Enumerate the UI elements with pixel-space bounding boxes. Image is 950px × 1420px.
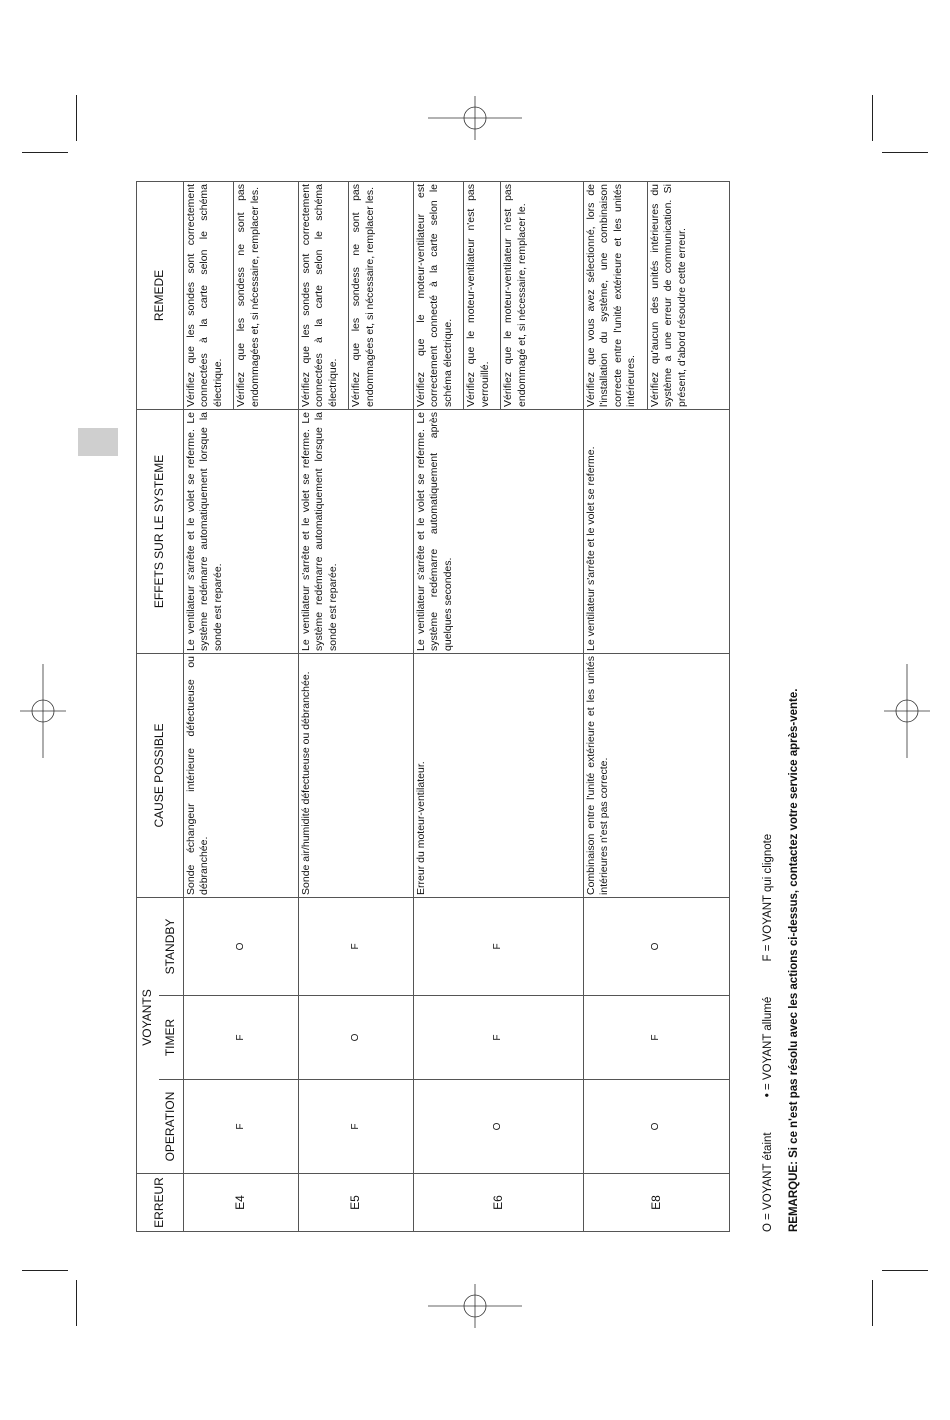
operation-led: O (584, 1080, 730, 1174)
error-code: E5 (299, 1174, 414, 1232)
remede-cell (184, 181, 299, 409)
legend-on (762, 997, 774, 1097)
remede-item: Vérifiez que vous avez sélectionné, lors de l'installation du système, une combinaison correcte entre l'unité extérieure et les unités intérieures. (585, 183, 638, 407)
crop-mark (872, 1280, 873, 1326)
cause-cell: Sonde échangeur intérieure défectueuse ou débranchée. (184, 653, 299, 897)
effets-cell: Le ventilateur s'arrête et le volet se referme. (584, 409, 730, 653)
standby-led: F (414, 897, 584, 995)
standby-led: O (184, 897, 299, 995)
remede-cell (299, 181, 414, 409)
voyants-label: VOYANTS (140, 989, 155, 1046)
table-row (184, 181, 299, 1231)
effets-cell: Le ventilateur s'arrête et le volet se referme. Le système redémarre automatiquement lorsque la sonde est reparée. (184, 409, 299, 653)
crop-mark (882, 152, 928, 153)
registration-mark-right (884, 664, 930, 758)
error-code: E4 (184, 1174, 299, 1232)
remede-cell (414, 181, 584, 409)
remede-item: Vérifiez que le moteur-ventilateur n'est pas endommagé et, si nécessaire, remplacer le. (502, 183, 528, 407)
rotated-page (136, 182, 800, 1232)
section-tab (78, 428, 118, 456)
standby-led: O (584, 897, 730, 995)
crop-mark (872, 95, 873, 141)
registration-mark-bottom (428, 1284, 522, 1328)
header-erreur: ERREUR (137, 1174, 184, 1232)
timer-led: F (414, 996, 584, 1080)
table-row (584, 181, 730, 1231)
legend-off: O = VOYANT étaint (762, 1132, 774, 1232)
crop-mark (882, 1270, 928, 1271)
remede-item: Vérifiez que le moteur-ventilateur est correctement connecté à la carte selon le schéma électrique. (415, 183, 454, 407)
operation-led: O (414, 1080, 584, 1174)
remede-item: Vérifiez que les sondes sont correctement connectées à la carte selon le schéma électrique. (300, 183, 339, 407)
remede-item: Vérifiez qu'aucun des unités intérieures du système a une erreur de communication. Si présent, d'abord résoudre cette erreur. (648, 183, 688, 407)
timer-led: O (299, 996, 414, 1080)
header-remede: REMEDE (137, 181, 184, 409)
cause-cell: Combinaison entre l'unité extérieure et les unités intérieures n'est pas correcte. (584, 653, 730, 897)
error-table (136, 181, 730, 1232)
crop-mark (22, 152, 68, 153)
remede-item: Vérifiez que le moteur-ventilateur n'est pas verrouillé. (465, 183, 491, 407)
crop-mark (22, 1270, 68, 1271)
header-operation: OPERATION (159, 1080, 184, 1174)
remede-cell (584, 181, 730, 409)
standby-led: F (299, 897, 414, 995)
timer-led: F (584, 996, 730, 1080)
error-code: E6 (414, 1174, 584, 1232)
led-on-symbol: • (762, 1093, 774, 1098)
remede-item: Vérifiez que les sondess ne sont pas endommagées et, si nécessaire, remplacer les. (350, 183, 376, 407)
header-cause: CAUSE POSSIBLE (137, 653, 184, 897)
table-row (414, 181, 584, 1231)
effets-cell: Le ventilateur s'arrête et le volet se referme. Le système redémarre automatiquement après quelques secondes. (414, 409, 584, 653)
table-row (299, 181, 414, 1231)
registration-mark-left (20, 664, 66, 758)
cause-cell: Sonde air/humidité défectueuse ou débranchée. (299, 653, 414, 897)
remede-item: Vérifiez que les sondess ne sont pas endommagées et, si nécessaire, remplacer les. (235, 183, 261, 407)
legend-on-text: = VOYANT allumé (762, 996, 774, 1090)
remark-note: REMARQUE: Si ce n'est pas résolu avec les actions ci-dessus, contactez votre service après-vente. (788, 688, 800, 1232)
operation-led: F (299, 1080, 414, 1174)
registration-mark-top (428, 96, 522, 140)
header-timer: TIMER (159, 996, 184, 1080)
operation-led: F (184, 1080, 299, 1174)
header-effets: EFFETS SUR LE SYSTEME (137, 409, 184, 653)
timer-led: F (184, 996, 299, 1080)
header-voyants (137, 897, 160, 1173)
legend-blink: F = VOYANT qui clignote (762, 833, 774, 962)
crop-mark (76, 1280, 77, 1326)
legend (762, 232, 774, 1232)
header-standby: STANDBY (159, 897, 184, 995)
remede-item: Vérifiez que les sondes sont correctement connectées à la carte selon le schéma électrique. (185, 183, 224, 407)
effets-cell: Le ventilateur s'arrête et le volet se referme. Le système redémarre automatiquement lorsque la sonde est reparée. (299, 409, 414, 653)
error-code: E8 (584, 1174, 730, 1232)
cause-cell: Erreur du moteur-ventilateur. (414, 653, 584, 897)
crop-mark (76, 95, 77, 141)
